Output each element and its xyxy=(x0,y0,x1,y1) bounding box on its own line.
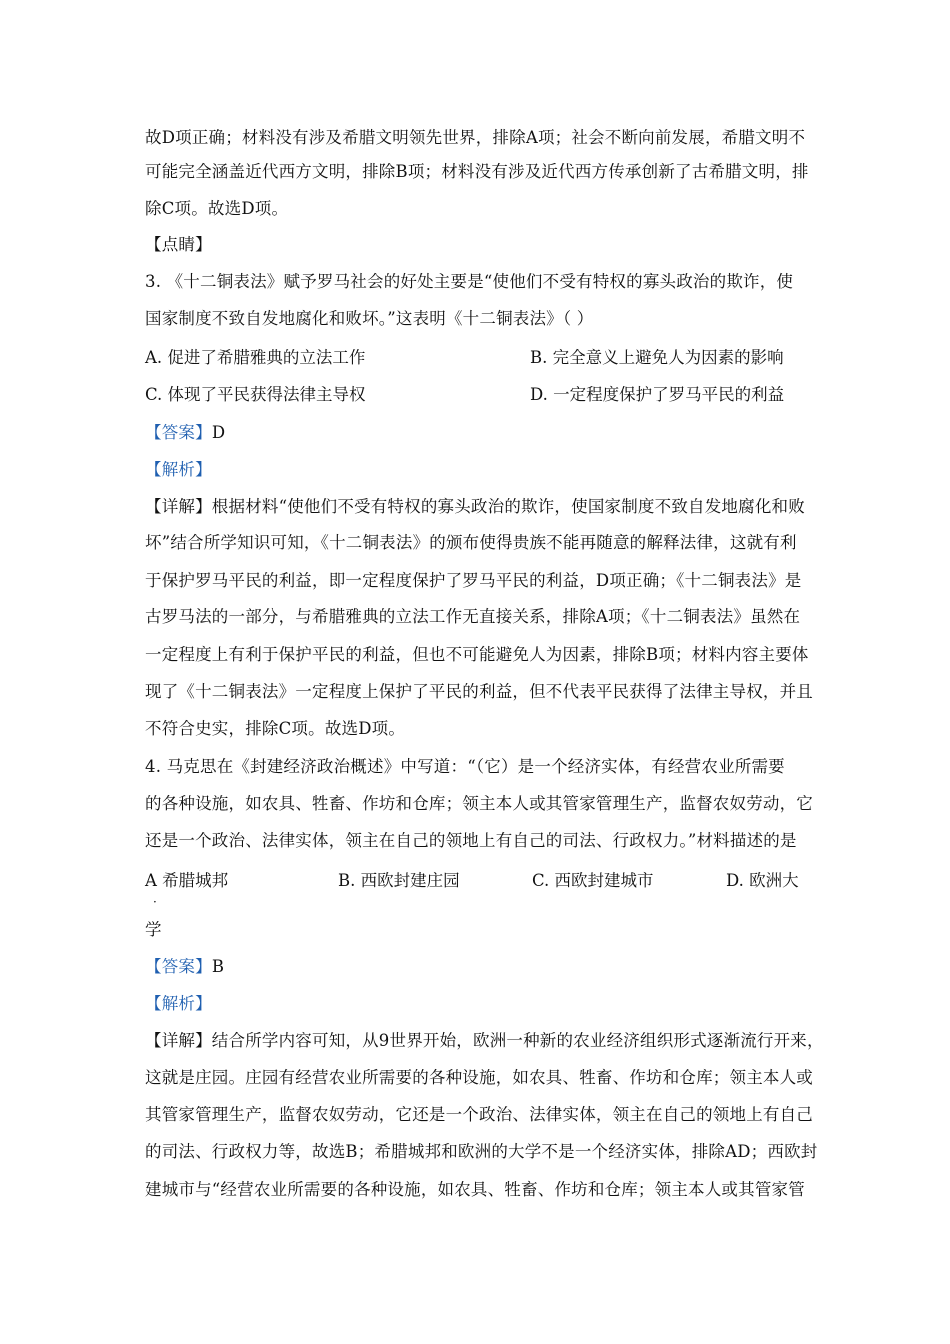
q3-option-c: C. 体现了平民获得法律主导权 xyxy=(145,385,366,404)
answer-label: 【答案】 xyxy=(145,423,212,442)
q4-option-d: D. 欧洲大 xyxy=(726,871,799,890)
text-line: 可能完全涵盖近代西方文明，排除B项；材料没有涉及近代西方传承创新了古希腊文明，排 xyxy=(145,162,809,181)
q3-detail-line: 古罗马法的一部分，与希腊雅典的立法工作无直接关系，排除A项；《十二铜表法》虽然在 xyxy=(145,607,801,626)
q3-stem-line: 国家制度不致自发地腐化和败坏。”这表明《十二铜表法》（ ） xyxy=(145,309,594,328)
q4-detail-line: 建城市与“经营农业所需要的各种设施，如农具、牲畜、作坊和仓库；领主本人或其管家管 xyxy=(145,1180,805,1199)
dianjing-label: 【点睛】 xyxy=(145,235,212,254)
q3-option-b: B. 完全意义上避免人为因素的影响 xyxy=(530,348,784,367)
stray-dot: · xyxy=(153,895,157,909)
q3-answer xyxy=(145,422,825,444)
q3-detail-line: 坏”结合所学知识可知，《十二铜表法》的颁布使得贵族不能再随意的解释法律，这就有利 xyxy=(145,533,797,552)
q4-stem-line: 的各种设施，如农具、牲畜、作坊和仓库；领主本人或其管家管理生产，监督农奴劳动，它 xyxy=(145,794,813,813)
q4-option-a: A 希腊城邦 xyxy=(145,871,229,890)
q4-jiexi-label: 【解析】 xyxy=(145,994,212,1013)
q3-detail-line: 现了《十二铜表法》一定程度上保护了平民的利益，但不代表平民获得了法律主导权，并且 xyxy=(145,682,813,701)
answer-value: D xyxy=(211,423,226,442)
q3-jiexi-label: 【解析】 xyxy=(145,460,212,479)
q4-stem-line: 还是一个政治、法律实体，领主在自己的领地上有自己的司法、行政权力。”材料描述的是 xyxy=(145,831,797,850)
q3-detail-line: 于保护罗马平民的利益，即一定程度保护了罗马平民的利益，D项正确；《十二铜表法》是 xyxy=(145,571,802,590)
q3-detail-line: 一定程度上有利于保护平民的利益，但也不可能避免人为因素，排除B项；材料内容主要体 xyxy=(145,645,809,664)
q4-detail-line: 【详解】结合所学内容可知，从9世界开始，欧洲一种新的农业经济组织形式逐渐流行开来， xyxy=(145,1031,824,1050)
q3-stem-line: 3. 《十二铜表法》赋予罗马社会的好处主要是“使他们不受有特权的寡头政治的欺诈，使 xyxy=(145,272,794,291)
q4-option-d-continued: 学 xyxy=(145,920,162,939)
q3-detail-line: 【详解】根据材料“使他们不受有特权的寡头政治的欺诈，使国家制度不致自发地腐化和败 xyxy=(145,497,805,516)
q4-detail-line: 这就是庄园。庄园有经营农业所需要的各种设施，如农具、牲畜、作坊和仓库；领主本人或 xyxy=(145,1068,813,1087)
q4-option-c: C. 西欧封建城市 xyxy=(532,871,654,890)
q3-option-d: D. 一定程度保护了罗马平民的利益 xyxy=(530,385,785,404)
text-line: 除C项。故选D项。 xyxy=(145,199,289,218)
text-line: 故D项正确；材料没有涉及希腊文明领先世界，排除A项；社会不断向前发展，希腊文明不 xyxy=(145,128,806,147)
q4-detail-line: 的司法、行政权力等，故选B；希腊城邦和欧洲的大学不是一个经济实体，排除AD；西欧封 xyxy=(145,1142,818,1161)
q3-detail-line: 不符合史实，排除C项。故选D项。 xyxy=(145,719,406,738)
q4-answer xyxy=(145,956,825,978)
q3-option-a: A. 促进了希腊雅典的立法工作 xyxy=(145,348,366,367)
answer-label: 【答案】 xyxy=(145,957,212,976)
q4-option-b: B. 西欧封建庄园 xyxy=(338,871,460,890)
q4-stem-line: 4. 马克思在《封建经济政治概述》中写道：“（它）是一个经济实体，有经营农业所需要 xyxy=(145,757,785,776)
answer-value: B xyxy=(211,957,225,976)
q4-detail-line: 其管家管理生产，监督农奴劳动，它还是一个政治、法律实体，领主在自己的领地上有自己 xyxy=(145,1105,813,1124)
